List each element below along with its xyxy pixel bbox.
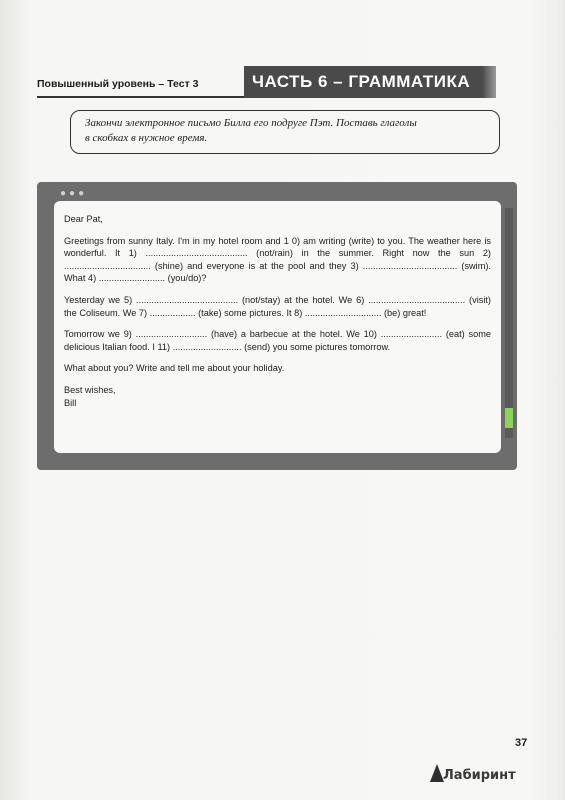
letter-paragraph-1 xyxy=(64,235,491,285)
paragraph-1-line: Greetings from sunny Italy. I'm in my hotel room and 1 0) am writing (write) to you. The xyxy=(64,235,425,246)
letter-paragraph-2 xyxy=(64,294,491,319)
paragraph-1-line: weather here is wonderful. It 1) ........................................ (not/rain) in the xyxy=(64,235,491,259)
instruction-line-1: Закончи электронное письмо Билла его подруге Пэт. Поставь глаголы xyxy=(85,117,417,129)
letter-signature: Bill xyxy=(64,397,77,408)
paragraph-1-line: (you/do)? xyxy=(167,273,207,284)
email-letter-body xyxy=(54,201,501,453)
test-level-header: Повышенный уровень – Тест 3 xyxy=(37,78,199,90)
letter-question: What about you? Write and tell me about your holiday. xyxy=(64,363,285,374)
scrollbar-thumb xyxy=(505,408,513,428)
page-number: 37 xyxy=(515,737,528,749)
instruction-box xyxy=(70,110,500,154)
instruction-line-2: в скобках в нужное время. xyxy=(85,132,208,144)
paragraph-1-line: summer. Right now the sun 2) .................................. (shine) and everyone is at the xyxy=(64,248,491,271)
paragraph-2-line: pictures. It 8) .............................. (be) great! xyxy=(249,307,427,318)
banner-gradient-tail xyxy=(482,66,496,98)
letter-closing: Best wishes, xyxy=(64,384,116,395)
paragraph-3-line: Tomorrow we 9) ............................ (have) a barbecue at the hotel. We xyxy=(64,329,360,340)
letter-paragraph-3 xyxy=(64,328,491,353)
header-divider xyxy=(37,96,244,98)
window-dots-icon: ●●● xyxy=(60,188,88,199)
paragraph-3-line: 10) ........................ (eat) some delicious Italian food. I 11) ........................... xyxy=(64,329,491,352)
watermark: Лабиринт xyxy=(443,768,516,783)
paragraph-3-line: (send) you some pictures tomorrow. xyxy=(244,341,391,352)
letter-greeting: Dear Pat, xyxy=(64,214,103,224)
section-title-banner: ЧАСТЬ 6 – ГРАММАТИКА xyxy=(244,66,496,98)
paragraph-1-line: pool and they 3) ..................................... (swim). What 4) .......................... xyxy=(64,260,491,284)
paragraph-2-line: 6) ...................................... (visit) the Coliseum. We 7) .................. (take) some xyxy=(64,294,491,318)
scrollbar-track xyxy=(505,208,513,438)
paragraph-2-line: Yesterday we 5) ........................................ (not/stay) at the hotel. We xyxy=(64,294,353,305)
